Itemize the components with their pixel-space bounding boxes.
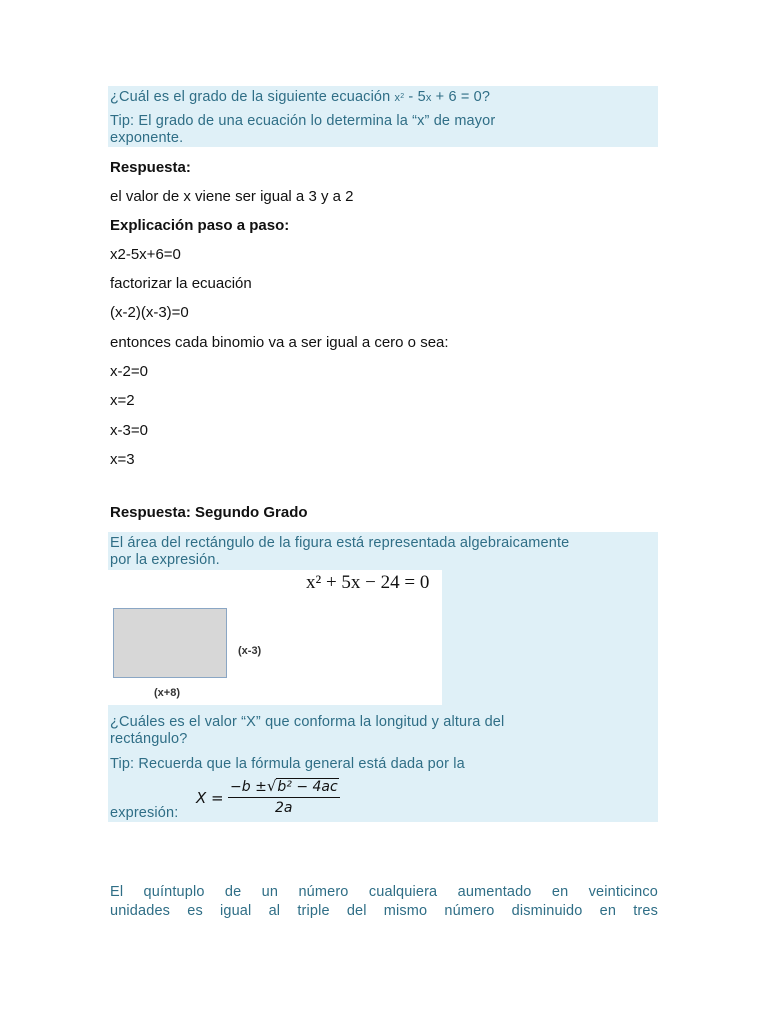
question-1-tip-line2: exponente. (110, 130, 184, 146)
answer-heading: Respuesta: (110, 159, 191, 176)
step-line: entonces cada binomio va a ser igual a cero o sea: (110, 334, 449, 351)
question-2-tip-line1: Tip: Recuerda que la fórmula general está dada por la (110, 756, 465, 772)
side-label: (x-3) (238, 645, 262, 657)
step-line: (x-2)(x-3)=0 (110, 304, 189, 321)
question-2-prompt-line1: ¿Cuáles es el valor “X” que conforma la longitud y altura del (110, 714, 505, 730)
question-1-tip-line1: Tip: El grado de una ecuación lo determina la “x” de mayor (110, 113, 496, 129)
step-line: x-3=0 (110, 422, 148, 439)
question-3-line1: El quíntuplo de un número cualquiera aumentado en veinticinco (110, 884, 658, 900)
step-line: x-2=0 (110, 363, 148, 380)
step-line: x=2 (110, 392, 135, 409)
question-2-tip-line2: expresión: (110, 805, 179, 821)
question-1-text: ¿Cuál es el grado de la siguiente ecuación $x^2 - 5x + 6 = 0$? (110, 89, 491, 105)
fraction-bar (228, 797, 340, 798)
quadratic-formula (196, 775, 346, 819)
bottom-label: (x+8) (154, 687, 180, 699)
formula-denominator: 2a (275, 800, 293, 816)
area-equation: x² + 5x − 24 = 0 (306, 572, 430, 593)
rectangle-figure (108, 570, 442, 705)
formula-numerator: −b ±√b² − 4ac (230, 777, 338, 795)
step-line: x=3 (110, 451, 135, 468)
step-line: factorizar la ecuación (110, 275, 252, 292)
question-2-prompt-line2: rectángulo? (110, 731, 188, 747)
step-line: x2-5x+6=0 (110, 246, 181, 263)
formula-lhs: X = (196, 789, 224, 807)
steps-heading: Explicación paso a paso: (110, 217, 290, 234)
rectangle-shape (113, 608, 227, 678)
question-3-line2: unidades es igual al triple del mismo número disminuido en tres (110, 903, 658, 919)
final-answer: Respuesta: Segundo Grado (110, 504, 308, 521)
question-2-line1: El área del rectángulo de la figura está representada algebraicamente (110, 535, 570, 551)
question-2-line2: por la expresión. (110, 552, 220, 568)
answer-text: el valor de x viene ser igual a 3 y a 2 (110, 188, 354, 205)
